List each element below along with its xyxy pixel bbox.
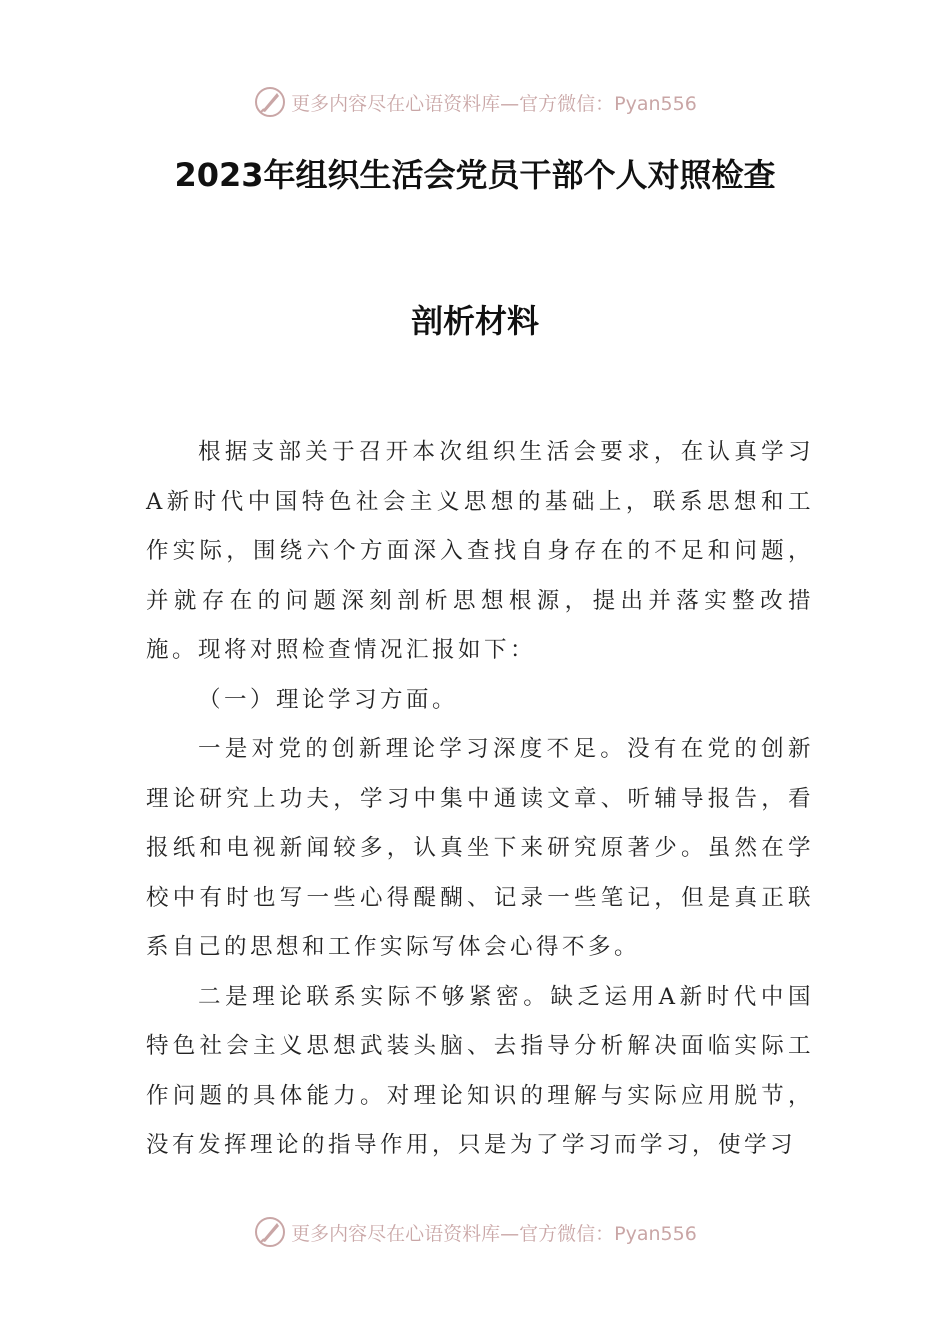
quill-logo-icon — [253, 1215, 287, 1249]
body-paragraph-point-1: 一是对党的创新理论学习深度不足。没有在党的创新理论研究上功夫，学习中集中通读文章、听辅导报告，看报纸和电视新闻较多，认真坐下来研究原著少。虽然在学校中有时也写一些心得醍醐、记录一些笔记，但是真正联系自己的思想和工作实际写体会心得不多。 — [146, 736, 814, 960]
document-body — [146, 428, 814, 1171]
document-title-line-2: 剖析材料 — [410, 302, 539, 340]
watermark-header — [0, 82, 950, 122]
quill-logo-icon — [253, 85, 287, 119]
document-title-line-1: 2023年组织生活会党员干部个人对照检查 — [174, 156, 776, 194]
body-paragraph-point-2: 二是理论联系实际不够紧密。缺乏运用A新时代中国特色社会主义思想武装头脑、去指导分析解决面临实际工作问题的具体能力。对理论知识的理解与实际应用脱节，没有发挥理论的指导作用，只是为了学习而学习，使学习 — [146, 983, 814, 1158]
watermark-main-text: 更多内容尽在心语资料库 — [291, 1222, 501, 1245]
watermark-contact-text: —官方微信：Pyan556 — [500, 92, 697, 115]
watermark-main-text: 更多内容尽在心语资料库 — [291, 92, 501, 115]
body-paragraph-intro: 根据支部关于召开本次组织生活会要求，在认真学习A新时代中国特色社会主义思想的基础上，联系思想和工作实际，围绕六个方面深入查找自身存在的不足和问题，并就存在的问题深刻剖析思想根源，提出并落实整改措施。现将对照检查情况汇报如下： — [146, 439, 814, 663]
watermark-footer — [0, 1212, 950, 1252]
body-section-heading: （一）理论学习方面。 — [198, 686, 459, 713]
watermark-contact-text: —官方微信：Pyan556 — [500, 1222, 697, 1245]
